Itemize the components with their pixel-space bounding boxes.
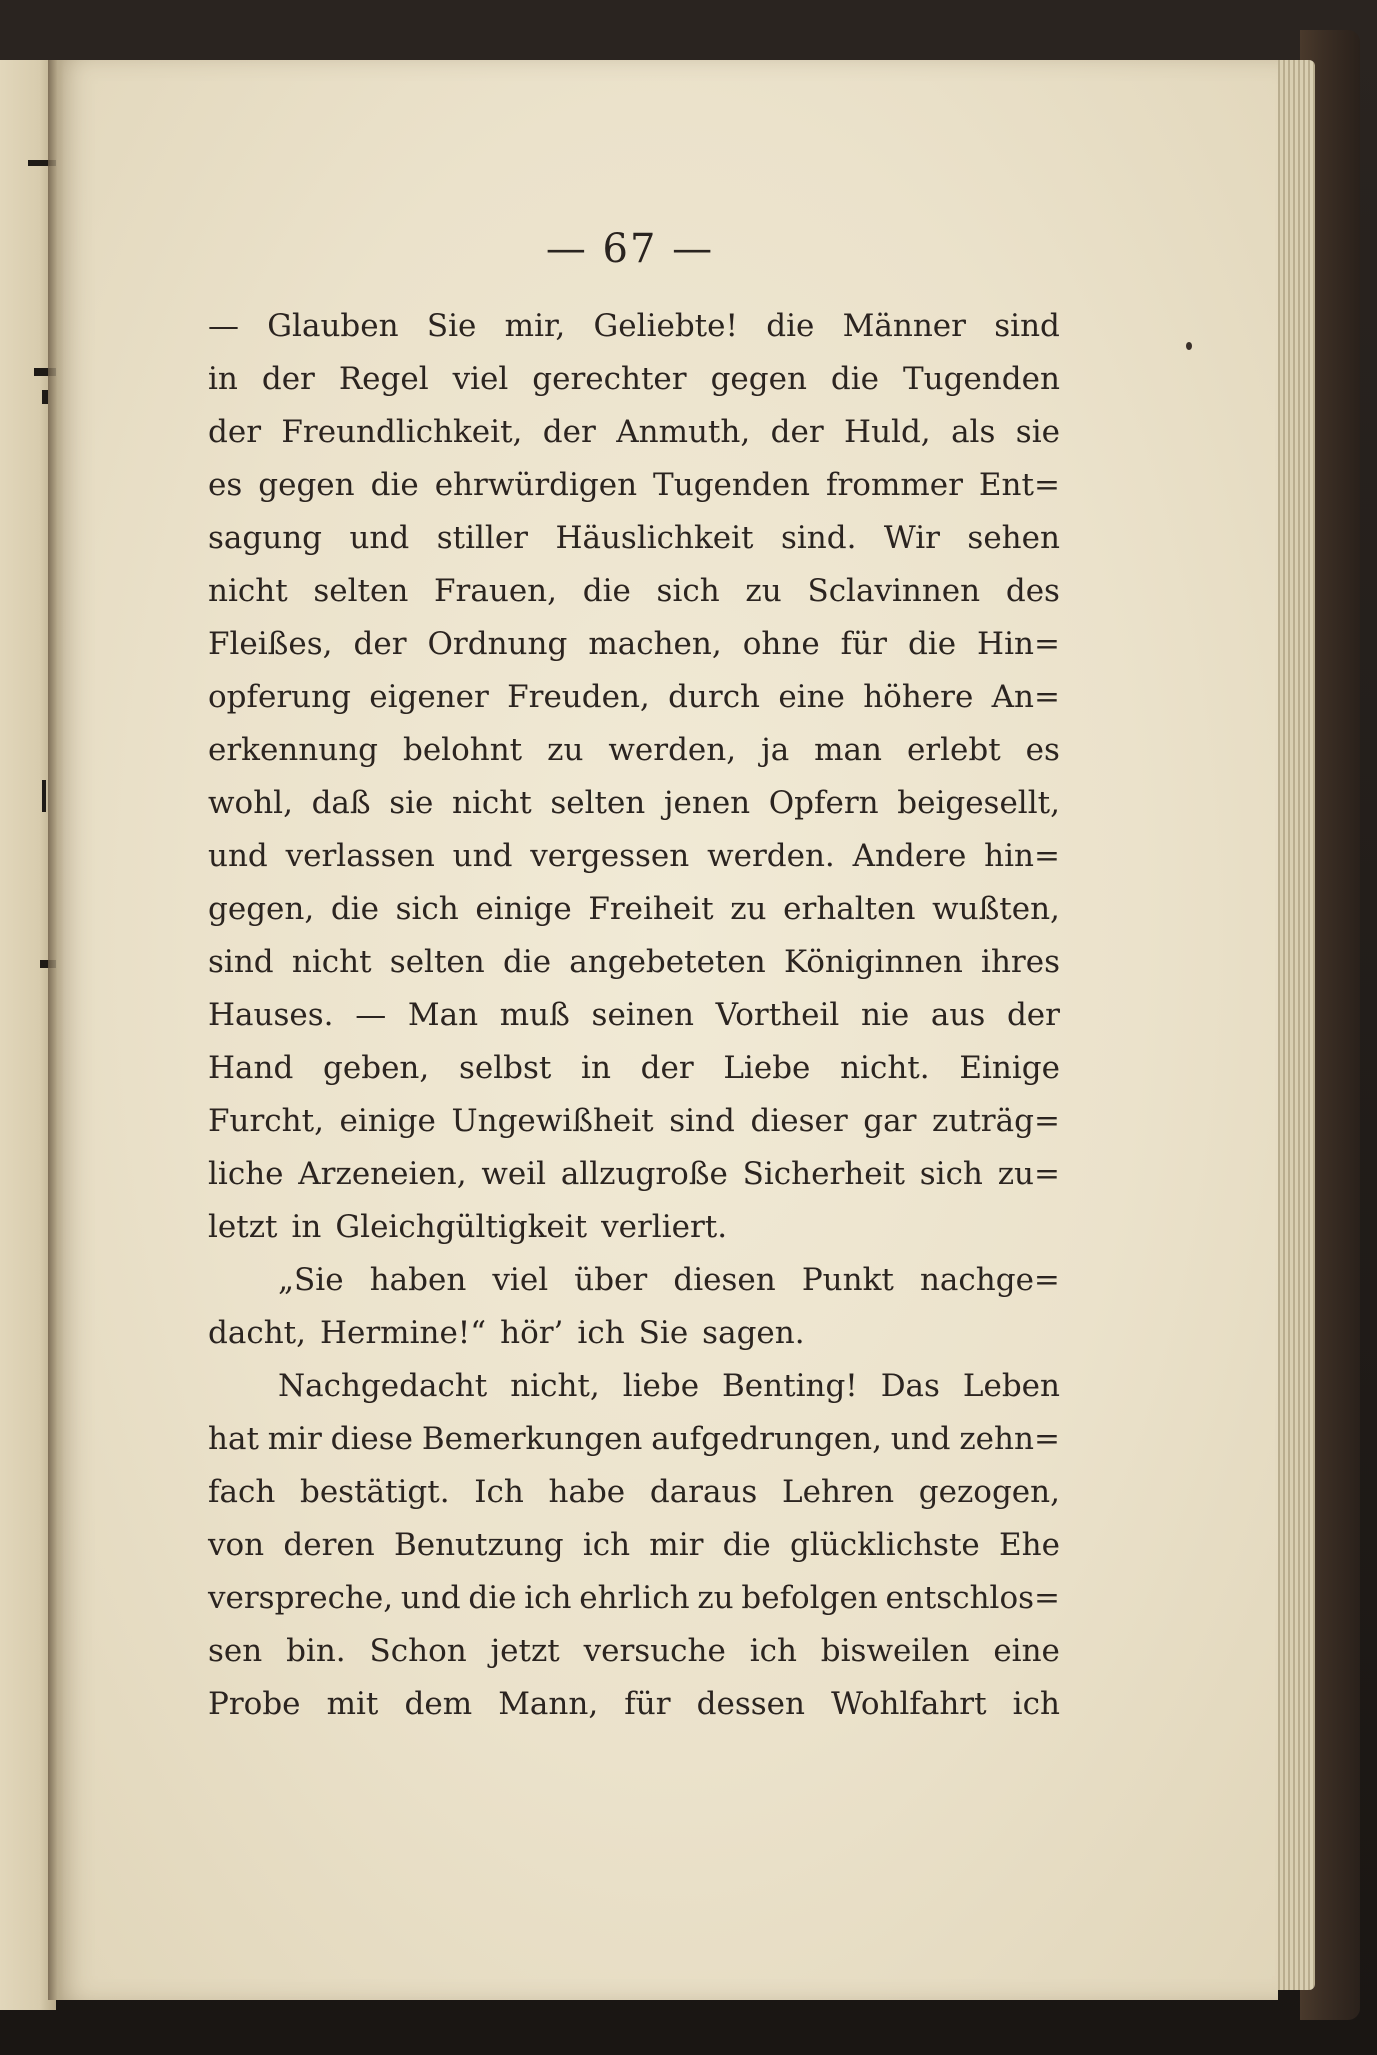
word: wußten, xyxy=(932,891,1060,927)
word: haben xyxy=(369,1262,467,1298)
text-line xyxy=(208,1095,1060,1148)
word: Sie xyxy=(426,308,477,344)
text-line xyxy=(208,353,1060,406)
text-line xyxy=(208,1360,1060,1413)
word: Hauses. xyxy=(208,997,334,1033)
word: Furcht, xyxy=(208,1103,324,1139)
word: die xyxy=(830,361,879,397)
word: ehrwürdigen xyxy=(434,467,638,503)
word: viel xyxy=(452,361,509,397)
text-line xyxy=(208,618,1060,671)
word: zu xyxy=(697,1580,734,1616)
word: vergessen xyxy=(530,838,690,874)
word: sich xyxy=(395,891,459,927)
word: Ehe xyxy=(999,1527,1060,1563)
text-line xyxy=(208,300,1060,353)
word: die xyxy=(370,467,419,503)
word: es xyxy=(208,467,243,503)
word: der xyxy=(1006,997,1060,1033)
word: Lehren xyxy=(782,1474,895,1510)
text-line xyxy=(208,1572,1060,1625)
word: sich xyxy=(656,573,720,609)
word: Opfern xyxy=(768,785,879,821)
word: entschlos= xyxy=(885,1580,1060,1616)
word: Häuslichkeit xyxy=(555,520,754,556)
word: nie xyxy=(860,997,910,1033)
word: mit xyxy=(326,1686,379,1722)
word: weil xyxy=(481,1156,547,1192)
word: und xyxy=(400,1580,461,1616)
word: fach xyxy=(208,1474,276,1510)
word: gegen xyxy=(258,467,355,503)
text-line xyxy=(208,1148,1060,1201)
word: jenen xyxy=(663,785,751,821)
word: Ordnung xyxy=(427,626,568,662)
word: opferung xyxy=(208,679,351,715)
word: Regel xyxy=(338,361,429,397)
text-line xyxy=(208,565,1060,618)
word: zu xyxy=(730,891,767,927)
word: allzugroße xyxy=(560,1156,728,1192)
word: nicht xyxy=(452,785,532,821)
word: dieser xyxy=(750,1103,848,1139)
word: „Sie xyxy=(278,1262,344,1298)
word: die xyxy=(722,1527,771,1563)
word: ja xyxy=(761,732,790,768)
word: nicht, xyxy=(510,1368,600,1404)
text-line xyxy=(208,1625,1060,1678)
word: durch xyxy=(668,679,761,715)
word: Man xyxy=(407,997,479,1033)
word: Anmuth, xyxy=(616,414,751,450)
word: zu= xyxy=(997,1156,1060,1192)
word: verliert. xyxy=(601,1209,728,1245)
word: sen xyxy=(208,1633,263,1669)
word: glücklichste xyxy=(790,1527,980,1563)
word: ich xyxy=(749,1633,797,1669)
word: Ungewißheit xyxy=(451,1103,654,1139)
word: mir, xyxy=(504,308,566,344)
word: Schon xyxy=(369,1633,467,1669)
word: die xyxy=(468,1580,517,1616)
text-line xyxy=(208,406,1060,459)
text-line xyxy=(208,1201,1060,1254)
text-line xyxy=(208,883,1060,936)
word: höhere xyxy=(863,679,974,715)
word: Andere xyxy=(852,838,967,874)
word: ihres xyxy=(981,944,1060,980)
page-gutter xyxy=(48,60,64,2000)
word: Nachgedacht xyxy=(278,1368,488,1404)
word: bestätigt. xyxy=(299,1474,450,1510)
word: der xyxy=(542,414,596,450)
text-line xyxy=(208,1307,1060,1360)
word: gezogen, xyxy=(918,1474,1060,1510)
word: sehen xyxy=(967,520,1060,556)
word: aus xyxy=(930,997,986,1033)
word: eine xyxy=(993,1633,1060,1669)
text-line xyxy=(208,1519,1060,1572)
word: nicht. xyxy=(840,1050,930,1086)
word: versuche xyxy=(583,1633,726,1669)
word: dessen xyxy=(696,1686,805,1722)
word: Gleichgültigkeit xyxy=(335,1209,588,1245)
word: von xyxy=(208,1527,265,1563)
word: stiller xyxy=(436,520,528,556)
word: Männer xyxy=(842,308,966,344)
word: der xyxy=(640,1050,694,1086)
word: diese xyxy=(330,1421,414,1457)
word: erkennung xyxy=(208,732,379,768)
word: gegen xyxy=(710,361,807,397)
word: Wir xyxy=(883,520,940,556)
word: deren xyxy=(283,1527,375,1563)
word: über xyxy=(574,1262,648,1298)
word: Frauen, xyxy=(434,573,557,609)
word: Glauben xyxy=(267,308,399,344)
word: man xyxy=(814,732,882,768)
word: nachge= xyxy=(919,1262,1060,1298)
word: Punkt xyxy=(801,1262,894,1298)
word: geben, xyxy=(323,1050,430,1086)
word: hör’ xyxy=(500,1315,564,1351)
word: Vortheil xyxy=(715,997,840,1033)
word: sich xyxy=(919,1156,983,1192)
word: sind xyxy=(669,1103,735,1139)
page-number: — 67 — xyxy=(545,226,715,272)
word: sind xyxy=(208,944,274,980)
word: Sclavinnen xyxy=(807,573,981,609)
text-line xyxy=(208,1678,1060,1731)
text-line xyxy=(208,512,1060,565)
word: Benutzung xyxy=(393,1527,564,1563)
word: zuträg= xyxy=(932,1103,1060,1139)
text-line xyxy=(208,989,1060,1042)
word: selten xyxy=(313,573,409,609)
word: einige xyxy=(339,1103,436,1139)
word: bin. xyxy=(286,1633,346,1669)
word: werden. xyxy=(707,838,835,874)
word: selten xyxy=(389,944,485,980)
word: verlassen xyxy=(285,838,435,874)
word: ich xyxy=(524,1580,572,1616)
word: Sie xyxy=(638,1315,689,1351)
text-line xyxy=(208,1413,1060,1466)
word: Tugenden xyxy=(902,361,1060,397)
word: Wohlfahrt xyxy=(831,1686,987,1722)
word: frommer xyxy=(825,467,963,503)
word: sind xyxy=(994,308,1060,344)
word: Hin= xyxy=(977,626,1060,662)
word: Tugenden xyxy=(653,467,810,503)
word: diesen xyxy=(673,1262,776,1298)
word: jetzt xyxy=(490,1633,560,1669)
word: Ich xyxy=(474,1474,524,1510)
word: nicht xyxy=(291,944,372,980)
text-line xyxy=(208,936,1060,989)
word: angebeteten xyxy=(569,944,766,980)
word: nicht xyxy=(208,573,288,609)
word: die xyxy=(766,308,815,344)
word: dacht, xyxy=(208,1315,306,1351)
word: die xyxy=(907,626,957,662)
word: Bemerkungen xyxy=(421,1421,643,1457)
word: des xyxy=(1005,573,1060,609)
word: Freundlichkeit, xyxy=(281,414,523,450)
word: gerechter xyxy=(532,361,687,397)
word: hin= xyxy=(984,838,1060,874)
word: ohne xyxy=(742,626,820,662)
word: ich xyxy=(1012,1686,1060,1722)
word: letzt xyxy=(208,1209,278,1245)
word: und xyxy=(208,838,268,874)
word: Mann, xyxy=(498,1686,599,1722)
word: der xyxy=(208,414,262,450)
word: Probe xyxy=(208,1686,301,1722)
word: für xyxy=(840,626,887,662)
word: sagung xyxy=(208,520,323,556)
word: Sicherheit xyxy=(742,1156,905,1192)
word: eine xyxy=(778,679,845,715)
word: mir xyxy=(649,1527,704,1563)
word: zu xyxy=(745,573,782,609)
word: sind. xyxy=(780,520,857,556)
word: liebe xyxy=(622,1368,700,1404)
word: wohl, xyxy=(208,785,293,821)
word: muß xyxy=(499,997,570,1033)
word: selbst xyxy=(458,1050,552,1086)
word: Liebe xyxy=(723,1050,811,1086)
ink-speck xyxy=(1186,342,1192,350)
word: seinen xyxy=(591,997,694,1033)
word: befolgen xyxy=(741,1580,878,1616)
word: Fleißes, xyxy=(208,626,333,662)
word: sie xyxy=(389,785,434,821)
word: einige xyxy=(475,891,572,927)
word: habe xyxy=(548,1474,626,1510)
text-line xyxy=(208,459,1060,512)
word: zehn= xyxy=(959,1421,1060,1457)
word: Freiheit xyxy=(588,891,714,927)
word: werden, xyxy=(608,732,737,768)
word: viel xyxy=(492,1262,549,1298)
word: belohnt xyxy=(402,732,523,768)
word: Benting! xyxy=(722,1368,858,1404)
word: die xyxy=(330,891,379,927)
word: für xyxy=(624,1686,671,1722)
word: liche xyxy=(208,1156,284,1192)
word: Das xyxy=(880,1368,940,1404)
word: Freuden, xyxy=(507,679,650,715)
word: eigener xyxy=(369,679,489,715)
word: An= xyxy=(991,679,1060,715)
word: ehrlich xyxy=(579,1580,690,1616)
word: der xyxy=(261,361,315,397)
word: verspreche, xyxy=(208,1580,394,1616)
word: erhalten xyxy=(783,891,916,927)
word: gegen, xyxy=(208,891,315,927)
word: hat xyxy=(208,1421,259,1457)
word: dem xyxy=(404,1686,473,1722)
word: in xyxy=(581,1050,611,1086)
word: machen, xyxy=(588,626,722,662)
word: in xyxy=(291,1209,322,1245)
text-line xyxy=(208,777,1060,830)
word: es xyxy=(1025,732,1060,768)
text-line xyxy=(208,1254,1060,1307)
word: ich xyxy=(582,1527,631,1563)
word: zu xyxy=(547,732,584,768)
word: daß xyxy=(311,785,371,821)
word: selten xyxy=(550,785,646,821)
word: die xyxy=(502,944,552,980)
word: sagen. xyxy=(702,1315,805,1351)
word: erlebt xyxy=(906,732,1001,768)
word: beigesellt, xyxy=(897,785,1060,821)
word: Einige xyxy=(959,1050,1060,1086)
word: in xyxy=(208,361,238,397)
word: der xyxy=(353,626,407,662)
word: und xyxy=(890,1421,951,1457)
word: daraus xyxy=(649,1474,758,1510)
word: Hand xyxy=(208,1050,294,1086)
word: sie xyxy=(1015,414,1060,450)
word: — xyxy=(355,997,387,1033)
word: und xyxy=(452,838,513,874)
word: der xyxy=(770,414,824,450)
word: als xyxy=(951,414,996,450)
word: Leben xyxy=(962,1368,1060,1404)
word: Ent= xyxy=(978,467,1060,503)
word: Hermine!“ xyxy=(319,1315,487,1351)
word: aufgedrungen, xyxy=(651,1421,882,1457)
text-line xyxy=(208,1466,1060,1519)
text-line xyxy=(208,671,1060,724)
text-line xyxy=(208,724,1060,777)
word: Geliebte! xyxy=(593,308,738,344)
word: — xyxy=(208,308,239,344)
word: die xyxy=(582,573,631,609)
word: bisweilen xyxy=(820,1633,970,1669)
word: gar xyxy=(863,1103,917,1139)
word: ich xyxy=(577,1315,625,1351)
body-text xyxy=(208,300,1060,1731)
word: Arzeneien, xyxy=(298,1156,467,1192)
word: Huld, xyxy=(844,414,931,450)
text-line xyxy=(208,1042,1060,1095)
text-line xyxy=(208,830,1060,883)
word: und xyxy=(349,520,410,556)
word: mir xyxy=(267,1421,322,1457)
word: Königinnen xyxy=(783,944,963,980)
